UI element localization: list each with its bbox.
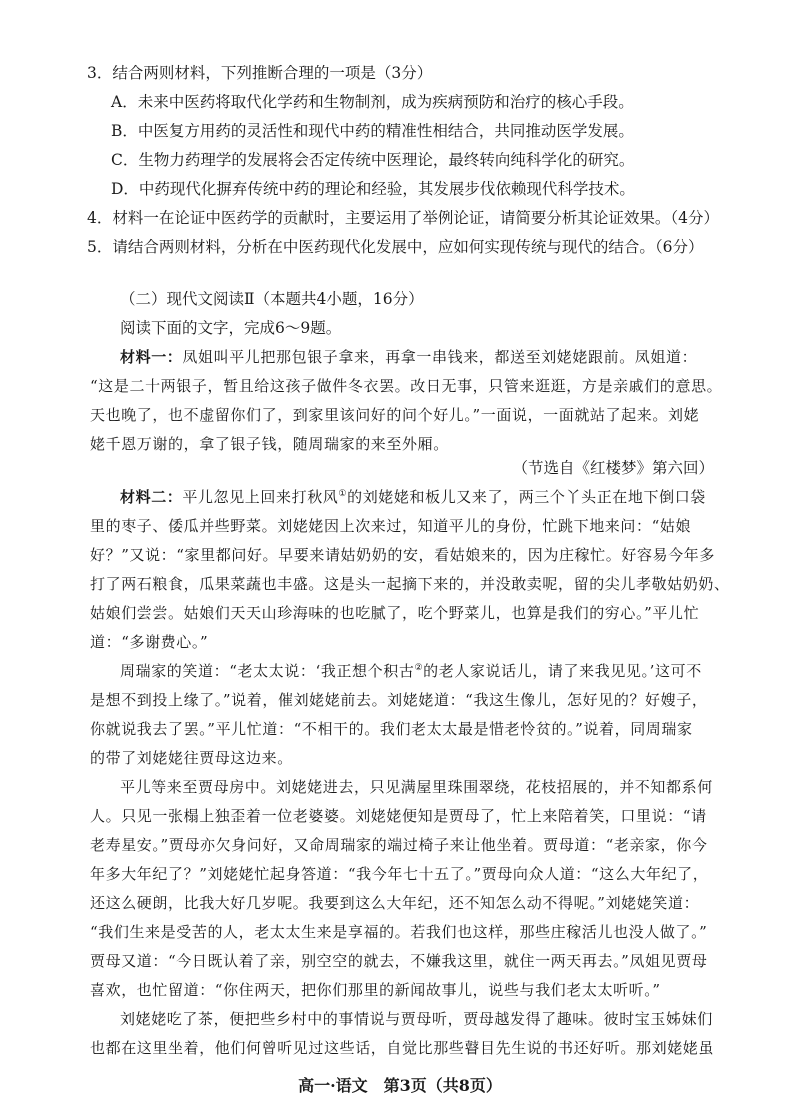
paragraph-line: 人。只见一张榻上独歪着一位老婆婆。刘姥姥便知是贾母了，忙上来陪着笑，口里说：“请 [90,807,707,825]
footnote-marker-2: ② [414,663,424,673]
paragraph-text: 周瑞家的笑道：“老太太说：‘我正想个积古 [120,662,415,680]
material1-label: 材料一： [120,348,183,366]
question-5: 5．请结合两则材料，分析在中医药现代化发展中，应如何实现传统与现代的结合。（6分） [87,238,704,256]
paragraph-line: 平儿等来至贾母房中。刘姥姥进去，只见满屋里珠围翠绕，花枝招展的，并不知都系何 [120,778,713,796]
paragraph-line: 的带了刘姥姥往贾母这边来。 [90,749,293,767]
paragraph-text: 的老人家说话儿，请了来我见见。’这可不 [423,662,702,680]
paragraph-line: 喜欢，也忙留道：“你住两天，把你们那里的新闻故事儿，说些与我们老太太听听。” [90,981,661,999]
paragraph-line: “我们生来是受苦的人，老太太生来是享福的。若我们也这样，那些庄稼活儿也没人做了。” [90,923,708,941]
footnote-marker-1: ① [338,489,348,499]
option-b: B．中医复方用药的灵活性和现代中药的精准性相结合，共同推动医学发展。 [111,122,634,140]
material2-text: 平儿忽见上回来打秋风 [182,488,339,506]
option-a: A．未来中医药将取代化学药和生物制剂，成为疾病预防和治疗的核心手段。 [111,93,634,111]
option-d: D．中药现代化摒弃传统中药的理论和经验，其发展步伐依赖现代科学技术。 [111,180,635,198]
page-footer: 高一·语文 第3页（共8页） [298,1076,502,1095]
material2-line: 道：“多谢费心。” [90,633,209,651]
material2-line: 好？”又说：“家里都问好。早要来请姑奶奶的安，看姑娘来的，因为庄稼忙。好容易今年多 [90,546,715,564]
paragraph-line: 你就说我去了罢。”平儿忙道：“不相干的。我们老太太最是惜老怜贫的。”说着，同周瑞家 [90,720,693,738]
paragraph-line: 贾母又道：“今日既认着了亲，别空空的就去，不嫌我这里，就住一两天再去。”凤姐见贾母 [90,952,708,970]
question-3: 3．结合两则材料，下列推断合理的一项是（3分） [87,64,433,82]
material1-line: 姥千恩万谢的，拿了银子钱，随周瑞家的来至外厢。 [90,435,449,453]
material1-line: 天也晚了，也不虚留你们了，到家里该问好的问个好儿。”一面说，一面就站了起来。刘姥 [90,406,700,424]
section-instruction: 阅读下面的文字，完成6～9题。 [120,319,342,337]
paragraph-line: 也都在这里坐着，他们何曾听见过这些话，自觉比那些瞽目先生说的书还好听。那刘姥姥虽 [90,1039,715,1057]
paragraph-line: 还这么硬朗，比我大好几岁呢。我要到这么大年纪，还不知怎么动不得呢。”刘姥姥笑道： [90,894,700,912]
paragraph-line: 年多大年纪了？”刘姥姥忙起身答道：“我今年七十五了。”贾母向众人道：“这么大年纪了， [90,865,709,883]
paragraph-line: 是想不到投上缘了。”说着，催刘姥姥前去。刘姥姥道：“我这生像儿，怎好见的？好嫂子， [90,691,708,709]
material1-text: 凤姐叫平儿把那包银子拿来，再拿一串钱来，都送至刘姥姥跟前。凤姐道： [182,348,698,366]
paragraph-line: 老寿星安。”贾母亦欠身问好，又命周瑞家的端过椅子来让他坐着。贾母道：“老亲家，你今 [90,836,708,854]
option-c: C．生物力药理学的发展将会否定传统中医理论，最终转向纯科学化的研究。 [111,151,635,169]
material1-source: （节选自《红楼梦》第六回） [512,459,714,477]
material1-line: “这是二十两银子，暂且给这孩子做件冬衣罢。改日无事，只管来逛逛，方是亲戚们的意思。 [90,377,723,395]
material2-line: 姑娘们尝尝。姑娘们天天山珍海味的也吃腻了，吃个野菜儿，也算是我们的穷心。”平儿忙 [90,604,700,622]
material2-line [120,487,706,507]
material1-line [120,347,697,367]
material2-label: 材料二： [120,488,183,506]
paragraph-line: 刘姥姥吃了茶，便把些乡村中的事情说与贾母听，贾母越发得了趣味。彼时宝玉姊妹们 [120,1010,713,1028]
material2-line: 打了两石粮食，瓜果菜蔬也丰盛。这是头一起摘下来的，并没敢卖呢，留的尖儿孝敬姑奶奶、 [90,575,730,593]
material2-line: 里的枣子、倭瓜并些野菜。刘姥姥因上次来过，知道平儿的身份，忙跳下地来问：“姑娘 [90,517,692,535]
material2-text: 的刘姥姥和板儿又来了，两三个丫头正在地下倒口袋 [347,488,706,506]
question-4: 4．材料一在论证中医药学的贡献时，主要运用了举例论证，请简要分析其论证效果。（4分） [87,209,719,227]
paragraph-line [120,661,702,681]
section-title: （二）现代文阅读Ⅱ（本题共4小题，16分） [120,290,424,308]
